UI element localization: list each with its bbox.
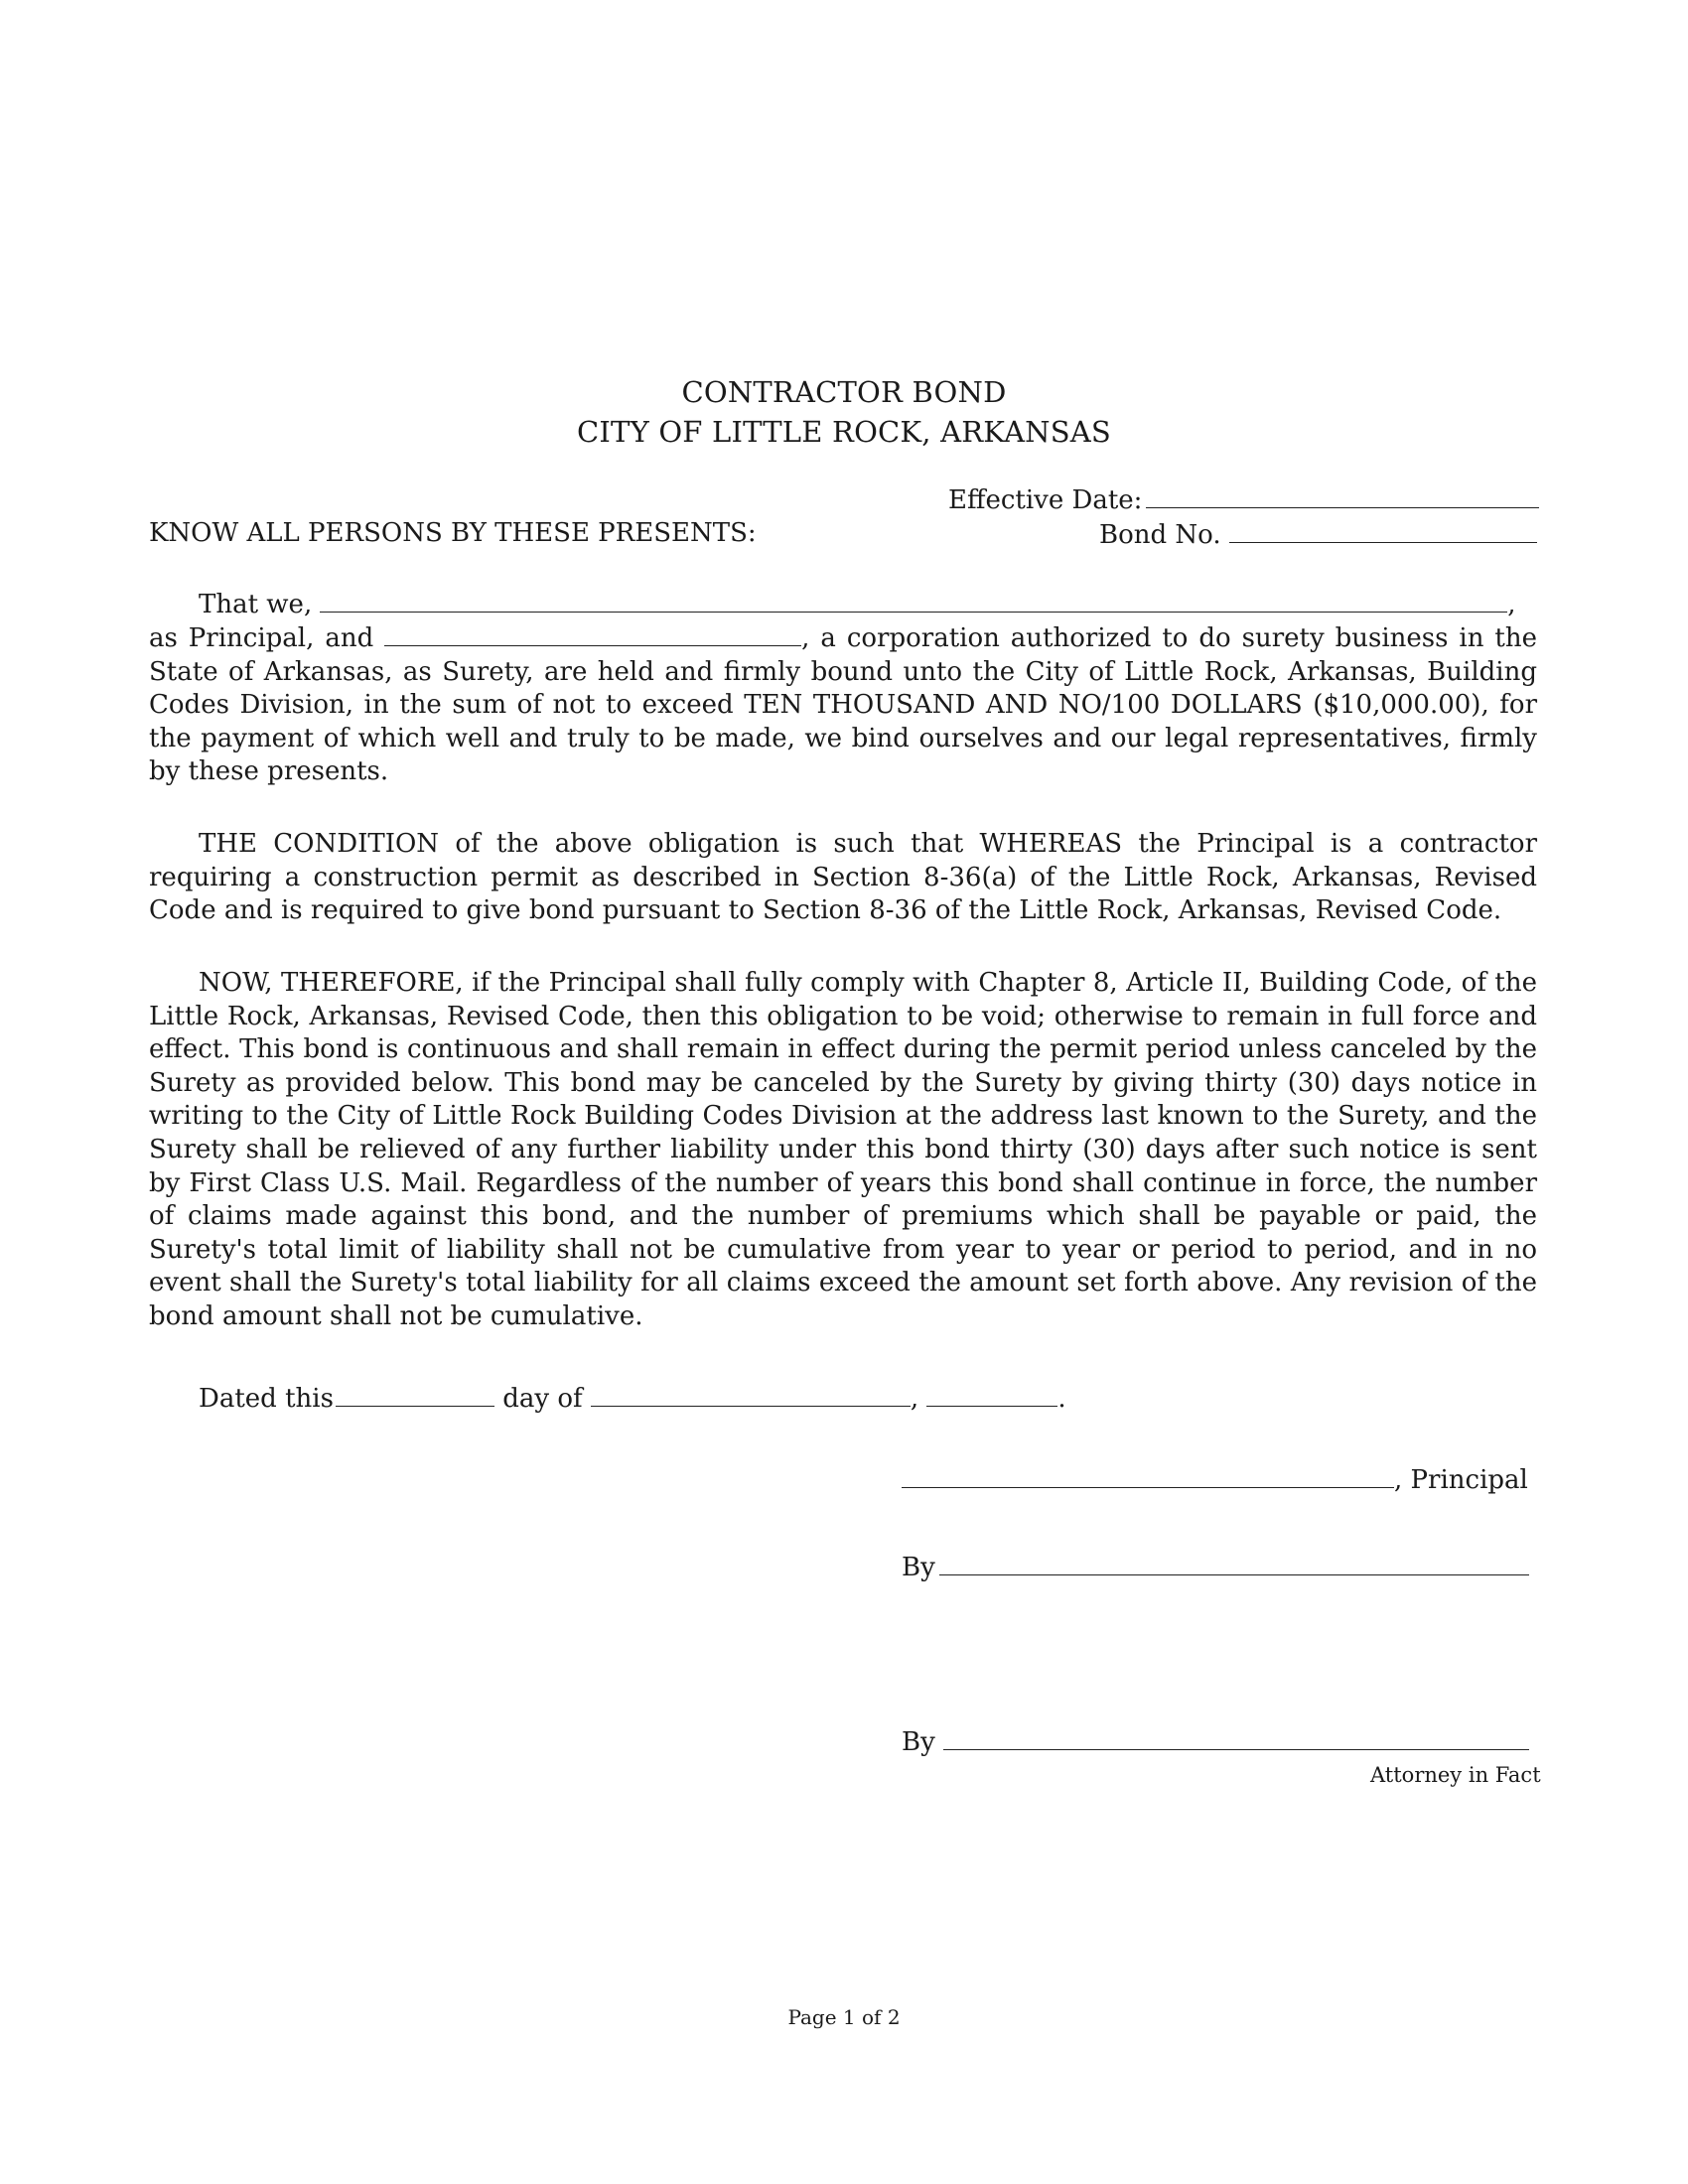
by-label-2: By — [902, 1727, 935, 1757]
by-row-2 — [902, 1723, 1529, 1759]
effective-date-field[interactable] — [1146, 481, 1539, 508]
month-field[interactable] — [591, 1380, 911, 1407]
document-subtitle: CITY OF LITTLE ROCK, ARKANSAS — [576, 415, 1111, 449]
surety-name-field[interactable] — [384, 621, 801, 646]
principal-name-field[interactable] — [320, 586, 1507, 613]
principal-row — [199, 586, 1515, 621]
condition-paragraph: THE CONDITION of the above obligation is such that WHEREAS the Principal is a contractor requiring a construction permit as described in Section 8-36(a) of the Little Rock, Arkansas, Revised Code and is required to give bond pursuant to Section 8-36 of the Little Rock, Arkansas, Revised Code. — [149, 829, 1537, 926]
day-of-label: day of — [502, 1384, 583, 1414]
bond-number-field[interactable] — [1229, 516, 1537, 543]
as-principal-label: as Principal, and — [149, 623, 374, 653]
page-number: Page 1 of 2 — [787, 2005, 901, 2029]
principal-signature-row — [902, 1461, 1528, 1497]
principal-comma: , — [1507, 590, 1516, 619]
bond-obligation-paragraph — [149, 621, 1537, 789]
dated-comma: , — [910, 1384, 919, 1414]
know-all-persons: KNOW ALL PERSONS BY THESE PRESENTS: — [149, 518, 757, 548]
year-field[interactable] — [926, 1380, 1057, 1407]
bond-number-label: Bond No. — [1099, 520, 1221, 550]
principal-label: , Principal — [1394, 1465, 1528, 1495]
effective-date-row — [948, 481, 1539, 517]
bond-obligation-text: , a corporation authorized to do surety business in the State of Arkansas, as Surety, are held and firmly bound unto the City of Little Rock, Arkansas, Building Codes Division, in the sum of not to exceed TEN THOUSAND AND NO/100 DOLLARS ($10,000.00), for the payment of which well and truly to be made, we bind ourselves and our legal representatives, firmly by these presents. — [149, 623, 1537, 787]
effective-date-label: Effective Date: — [948, 485, 1143, 515]
dated-this-label: Dated this — [199, 1384, 334, 1414]
by-row-1 — [902, 1549, 1529, 1584]
attorney-in-fact-label: Attorney in Fact — [1370, 1763, 1541, 1787]
now-therefore-paragraph: NOW, THEREFORE, if the Principal shall fully comply with Chapter 8, Article II, Building Code, of the Little Rock, Arkansas, Revised Code, then this obligation to be void; otherwise to remain in full force and effect. This bond is continuous and shall remain in effect during the permit period unless canceled by the Surety as provided below. This bond may be canceled by the Surety by giving thirty (30) days notice in writing to the City of Little Rock Building Codes Division at the address last known to the Surety, and the Surety shall be relieved of any further liability under this bond thirty (30) days after such notice is sent by First Class U.S. Mail. Regardless of the number of years this bond shall continue in force, the number of claims made against this bond, and the number of premiums which shall be payable or paid, the Surety's total limit of liability shall not be cumulative from year to year or period to period, and in no event shall the Surety's total liability for all claims exceed the amount set forth above. Any revision of the bond amount shall not be cumulative. — [149, 968, 1537, 1331]
document-title: CONTRACTOR BOND — [681, 375, 1007, 409]
by-label-1: By — [902, 1553, 935, 1582]
by-signature-field-1[interactable] — [939, 1549, 1529, 1575]
bond-number-row — [1099, 516, 1537, 552]
that-we-label: That we, — [199, 590, 313, 619]
dated-period: . — [1057, 1384, 1066, 1414]
principal-signature-field[interactable] — [902, 1461, 1394, 1488]
dated-row — [199, 1380, 1066, 1416]
day-field[interactable] — [336, 1380, 494, 1407]
attorney-signature-field[interactable] — [943, 1723, 1529, 1750]
